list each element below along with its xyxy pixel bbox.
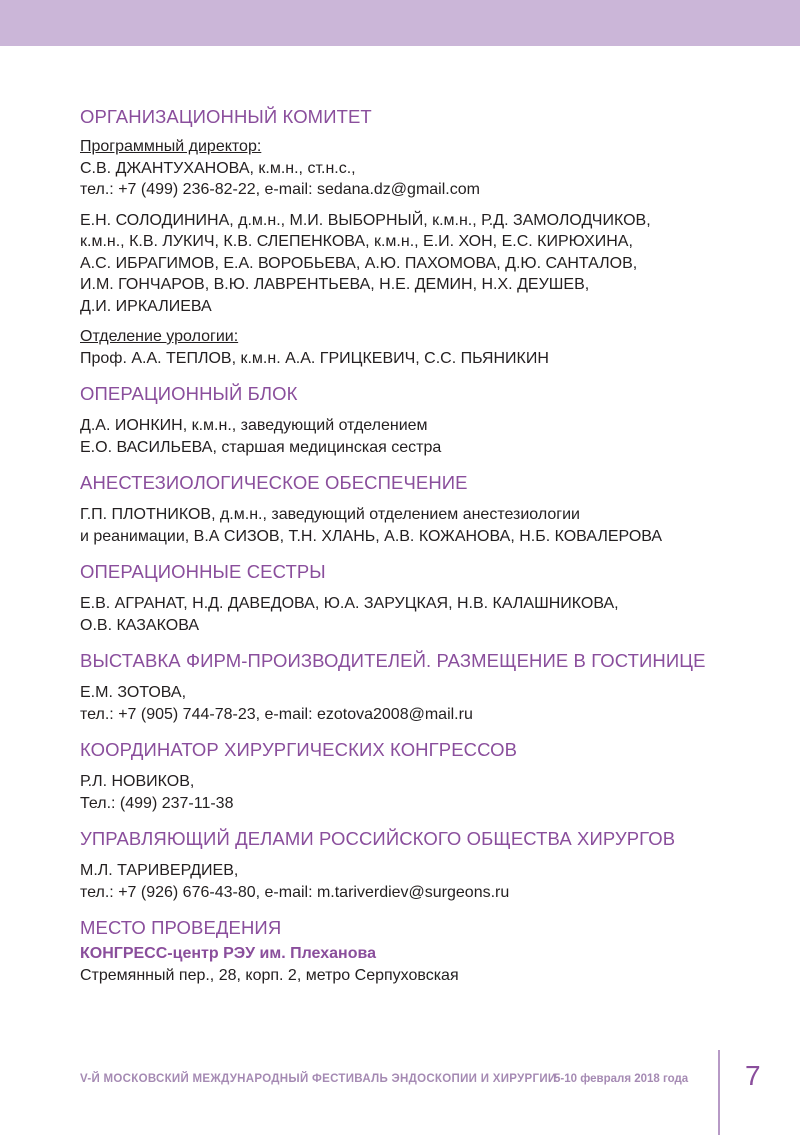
- text-line: и реанимации, В.А СИЗОВ, Т.Н. ХЛАНЬ, А.В. КОЖАНОВА, Н.Б. КОВАЛЕРОВА: [80, 527, 663, 545]
- text-line: Г.П. ПЛОТНИКОВ, д.м.н., заведующий отделением анестезиологии: [80, 506, 580, 523]
- member-line: к.м.н., К.В. ЛУКИЧ, К.В. СЛЕПЕНКОВА, к.м.н., Е.И. ХОН, Е.С. КИРЮХИНА,: [80, 233, 633, 250]
- committee-block: [80, 136, 770, 201]
- program-director-name: С.В. ДЖАНТУХАНОВА, к.м.н., ст.н.с.,: [80, 159, 356, 177]
- text-line: тел.: +7 (926) 676-43-80, e-mail: m.tariverdiev@surgeons.ru: [80, 883, 510, 901]
- urology-members: Проф. А.А. ТЕПЛОВ, к.м.н. А.А. ГРИЦКЕВИЧ, С.С. ПЬЯНИКИН: [80, 349, 549, 367]
- program-director-contact: тел.: +7 (499) 236-82-22, e-mail: sedana.dz@gmail.com: [80, 181, 480, 198]
- member-line: Е.Н. СОЛОДИНИНА, д.м.н., М.И. ВЫБОРНЫЙ, к.м.н., Р.Д. ЗАМОЛОДЧИКОВ,: [80, 211, 651, 229]
- section-heading-exhibition: ВЫСТАВКА ФИРМ-ПРОИЗВОДИТЕЛЕЙ. РАЗМЕЩЕНИЕ В ГОСТИНИЦЕ: [80, 650, 706, 671]
- text-line: Е.В. АГРАНАТ, Н.Д. ДАВЕДОВА, Ю.А. ЗАРУЦКАЯ, Н.В. КАЛАШНИКОВА,: [80, 595, 619, 612]
- member-line: И.М. ГОНЧАРОВ, В.Ю. ЛАВРЕНТЬЕВА, Н.Е. ДЕМИН, Н.Х. ДЕУШЕВ,: [80, 276, 590, 293]
- section-heading-committee: ОРГАНИЗАЦИОННЫЙ КОМИТЕТ: [80, 106, 372, 127]
- footer-divider: [718, 1050, 720, 1135]
- text-line: М.Л. ТАРИВЕРДИЕВ,: [80, 862, 239, 879]
- section-heading-venue: МЕСТО ПРОВЕДЕНИЯ: [80, 917, 282, 938]
- exhibition-text: [80, 682, 770, 725]
- coordinator-text: [80, 771, 770, 814]
- text-line: Е.О. ВАСИЛЬЕВА, старшая медицинская сестра: [80, 438, 442, 456]
- footer-dates: 5-10 февраля 2018 года: [554, 1073, 689, 1085]
- page-number: 7: [745, 1060, 761, 1091]
- section-heading-operating-block: ОПЕРАЦИОННЫЙ БЛОК: [80, 383, 298, 404]
- anesthesiology-text: [80, 504, 770, 547]
- section-heading-manager: УПРАВЛЯЮЩИЙ ДЕЛАМИ РОССИЙСКОГО ОБЩЕСТВА ХИРУРГОВ: [80, 828, 676, 849]
- venue-name: КОНГРЕСС-центр РЭУ им. Плеханова: [80, 945, 376, 962]
- section-heading-coordinator: КООРДИНАТОР ХИРУРГИЧЕСКИХ КОНГРЕССОВ: [80, 739, 518, 760]
- member-line: Д.И. ИРКАЛИЕВА: [80, 297, 212, 315]
- member-line: А.С. ИБРАГИМОВ, Е.А. ВОРОБЬЕВА, А.Ю. ПАХОМОВА, Д.Ю. САНТАЛОВ,: [80, 254, 638, 272]
- urology-block: [80, 326, 770, 369]
- page-content: [80, 105, 770, 986]
- committee-members: [80, 210, 770, 318]
- top-color-band: [0, 0, 800, 46]
- venue-address: Стремянный пер., 28, корп. 2, метро Серпуховская: [80, 966, 459, 984]
- text-line: Р.Л. НОВИКОВ,: [80, 773, 195, 790]
- venue-text: [80, 943, 770, 986]
- text-line: тел.: +7 (905) 744-78-23, e-mail: ezotova2008@mail.ru: [80, 705, 473, 723]
- text-line: О.В. КАЗАКОВА: [80, 616, 199, 634]
- text-line: Тел.: (499) 237-11-38: [80, 794, 234, 812]
- nurses-text: [80, 593, 770, 636]
- manager-text: [80, 860, 770, 903]
- text-line: Д.А. ИОНКИН, к.м.н., заведующий отделением: [80, 417, 428, 434]
- section-heading-nurses: ОПЕРАЦИОННЫЕ СЕСТРЫ: [80, 561, 326, 582]
- urology-label: Отделение урологии:: [80, 328, 239, 345]
- text-line: Е.М. ЗОТОВА,: [80, 684, 187, 701]
- footer-festival-title: V-Й МОСКОВСКИЙ МЕЖДУНАРОДНЫЙ ФЕСТИВАЛЬ ЭНДОСКОПИИ И ХИРУРГИИ: [80, 1073, 557, 1085]
- operating-block-text: [80, 415, 770, 458]
- section-heading-anesthesiology: АНЕСТЕЗИОЛОГИЧЕСКОЕ ОБЕСПЕЧЕНИЕ: [80, 472, 468, 493]
- program-director-label: Программный директор:: [80, 138, 262, 155]
